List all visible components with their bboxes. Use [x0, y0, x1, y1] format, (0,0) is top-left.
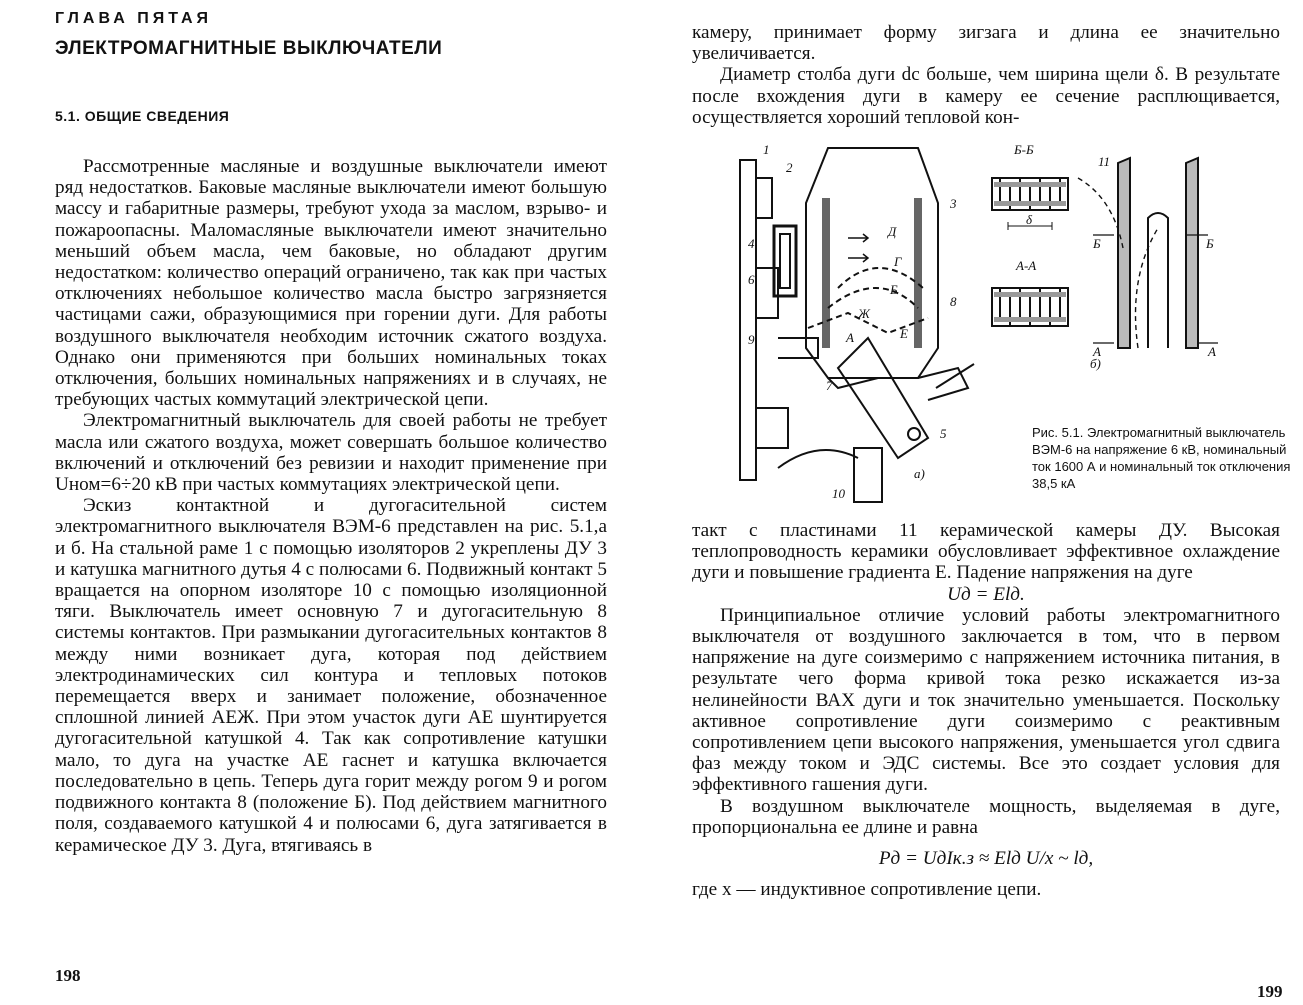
- right-page: [652, 0, 1303, 1005]
- paragraph: Диаметр столба дуги dс больше, чем ширина щели δ. В результате после вхождения дуги в камеру ее сечение расплющивается, осуществляется хороший тепловой кон-: [692, 64, 1280, 128]
- label-a-right: А: [1208, 344, 1216, 359]
- left-body-text: [55, 156, 607, 856]
- label-e: Е: [900, 326, 908, 341]
- chapter-label: ГЛАВА ПЯТАЯ: [55, 10, 213, 27]
- paragraph: В воздушном выключателе мощность, выделяемая в дуге, пропорциональна ее длине и равна: [692, 795, 1280, 838]
- section-aa-label: А-А: [1016, 258, 1037, 273]
- part-a-label: а): [914, 466, 925, 481]
- paragraph: Рассмотренные масляные и воздушные выключатели имеют ряд недостатков. Баковые масляные выключатели имеют большую массу и габаритные размеры, требуют ухода за маслом, взрыво- и пожароопасны. Маломасляные выключатели имеют значительно меньший объем масла, чем баковые, но обладают другим недостатком: количество операций ограничено, так как при частых отключениях небольшое количество масла быстро загрязняется частицами сажи, образующимися при горении дуги. Для работы воздушного выключателя необходим источник сжатого воздуха. Однако они применяются при больших номинальных токах отключения, больших номинальных напряжениях и в случаях, не требующих частых коммутаций электрической цепи.: [55, 156, 607, 411]
- paragraph: Эскиз контактной и дугогасительной систем электромагнитного выключателя ВЭМ-6 представлен на рис. 5.1,а и б. На стальной раме 1 с помощью изоляторов 2 укреплены ДУ 3 и катушка магнитного дутья 4 с полюсами 6. Подвижный контакт 5 вращается на опорном изоляторе 10 с помощью изоляционной тяги. Выключатель имеет основную 7 и дугогасительную 8 системы контактов. При размыкании дугогасительных контактов 8 между ними возникает дуга, которая под действием электродинамических сил контура и тепловых потоков перемещается вверх и занимает положение, обозначенное сплошной линией АЕЖ. При этом участок дуги АЕ шунтируется дугогасительной катушкой 4. Так как сопротивление катушки мало, то дуга на участке АЕ гаснет и катушка включается последовательно в цепь. Теперь дуга горит между рогом 9 и рогом подвижного контакта 8 (положение Б). Под действием магнитного поля, создаваемого катушкой 4 и полюсами 6, дуга затягивается в керамическое ДУ 3. Дуга, втягиваясь в: [55, 495, 607, 856]
- chapter-title: ЭЛЕКТРОМАГНИТНЫЕ ВЫКЛЮЧАТЕЛИ: [55, 38, 443, 59]
- label-10: 10: [832, 486, 845, 501]
- right-top-text: [692, 22, 1280, 128]
- section-title: 5.1. ОБЩИЕ СВЕДЕНИЯ: [55, 108, 230, 124]
- label-g: Г: [894, 254, 902, 269]
- label-b: Б: [890, 282, 898, 297]
- label-zh: Ж: [858, 306, 870, 321]
- page-number: 199: [1257, 982, 1283, 1001]
- part-b-label: б): [1090, 356, 1101, 371]
- label-9: 9: [748, 332, 755, 347]
- paragraph: камеру, принимает форму зигзага и длина ее значительно увеличивается.: [692, 22, 1280, 65]
- figure-5-1: [718, 138, 1298, 508]
- label-3: 3: [950, 196, 957, 211]
- right-bottom-text: [692, 520, 1280, 900]
- label-7: 7: [826, 378, 833, 393]
- left-page: [0, 0, 640, 1005]
- steel-frame: [740, 160, 756, 480]
- label-a: А: [846, 330, 854, 345]
- section-bb-label: Б-Б: [1014, 142, 1034, 157]
- paragraph: Принципиальное отличие условий работы электромагнитного выключателя от воздушного заключается в том, что в первом напряжение на дуге соизмеримо с напряжением источника питания, в результате чего форма кривой тока резко искажается из-за нелинейности ВАХ дуги и ток значительно уменьшается. Поскольку активное сопротивление дуги соизмеримо с реактивным сопротивлением цепи высокого напряжения, уменьшается угол сдвига фаз между током и ЭДС системы. Все это создает условия для эффективного гашения дуги.: [692, 604, 1280, 796]
- label-8: 8: [950, 294, 957, 309]
- delta-label: δ: [1026, 212, 1033, 227]
- paragraph: где x — индуктивное сопротивление цепи.: [692, 879, 1042, 901]
- label-d: Д: [888, 224, 897, 239]
- label-b-left: Б: [1093, 236, 1101, 251]
- support-insulator: [854, 448, 882, 502]
- formula-arc-voltage: Uд = Elд.: [947, 583, 1025, 605]
- label-b-right: Б: [1206, 236, 1214, 251]
- page-number: 198: [55, 966, 81, 985]
- label-2: 2: [786, 160, 793, 175]
- paragraph: такт с пластинами 11 керамической камеры ДУ. Высокая теплопроводность керамики обусловливает эффективное охлаждение дуги и повышение градиента Е. Падение напряжения на дуге: [692, 520, 1280, 584]
- label-5: 5: [940, 426, 947, 441]
- label-a-left: А: [1093, 344, 1101, 359]
- label-1: 1: [763, 142, 770, 157]
- label-11: 11: [1098, 154, 1111, 169]
- label-4: 4: [748, 236, 755, 251]
- paragraph: Электромагнитный выключатель для своей работы не требует масла или сжатого воздуха, может совершать большое количество включений и отключений без ревизии и находит применение при Uном=6÷20 кВ при частых коммутациях электрической цепи.: [55, 410, 607, 496]
- formula-arc-power: Pд = UдIк.з ≈ Elд U/x ~ lд,: [878, 848, 1094, 870]
- figure-caption: Рис. 5.1. Электромагнитный выключатель ВЭМ-6 на напряжение 6 кВ, номинальный ток 1600 А и номинальный ток отключения 38,5 кА: [1032, 425, 1291, 491]
- label-6: 6: [748, 272, 755, 287]
